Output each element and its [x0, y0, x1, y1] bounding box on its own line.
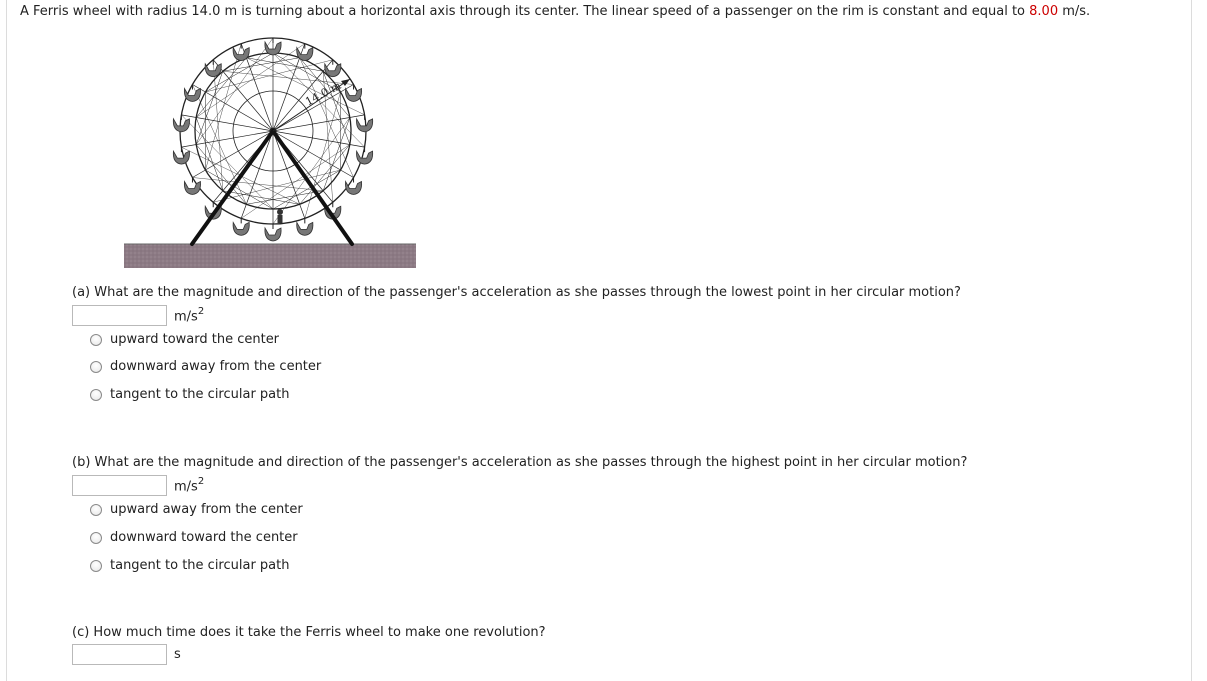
- option-label: upward toward the center: [110, 332, 280, 347]
- part-a-option-1[interactable]: [90, 332, 279, 347]
- part-c-question: (c) How much time does it take the Ferris wheel to make one revolution?: [72, 625, 546, 640]
- part-b-unit: $m/s^2$: [174, 475, 205, 495]
- ferris-wheel-illustration: [122, 32, 422, 272]
- part-b-answer-row: [72, 475, 204, 496]
- part-a-option-2[interactable]: [90, 359, 321, 374]
- part-b: [72, 455, 968, 573]
- intro-text-after: m/s.: [1058, 4, 1091, 19]
- part-c-answer-row: [72, 644, 181, 665]
- radio-button[interactable]: [90, 560, 102, 572]
- option-label: downward away from the center: [110, 359, 322, 374]
- radius-marker: [273, 79, 350, 131]
- radio-button[interactable]: [90, 361, 102, 373]
- radius-label: 14.0 m: [303, 78, 344, 109]
- part-a-unit: $m/s^2$: [174, 305, 205, 325]
- part-a-option-3[interactable]: [90, 387, 290, 402]
- part-a-magnitude-input[interactable]: [72, 305, 167, 326]
- option-label: upward away from the center: [110, 502, 303, 517]
- radio-button[interactable]: [90, 334, 102, 346]
- part-a-answer-row: [72, 305, 204, 326]
- ferris-wheel-figure: [122, 32, 422, 276]
- part-a: [72, 285, 961, 402]
- part-b-option-1[interactable]: [90, 502, 303, 517]
- passenger: [277, 209, 283, 223]
- intro-text-before: A Ferris wheel with radius 14.0 m is turning about a horizontal axis through its center. The linear speed of a passenger on the rim is constant and equal to: [20, 4, 1030, 19]
- part-c: [72, 625, 546, 662]
- ground: [124, 244, 416, 268]
- part-b-option-2[interactable]: [90, 530, 298, 545]
- option-label: downward toward the center: [110, 530, 298, 545]
- radio-button[interactable]: [90, 389, 102, 401]
- radio-button[interactable]: [90, 504, 102, 516]
- radio-button[interactable]: [90, 532, 102, 544]
- part-b-magnitude-input[interactable]: [72, 475, 167, 496]
- option-label: tangent to the circular path: [110, 558, 290, 573]
- part-a-question: (a) What are the magnitude and direction of the passenger's acceleration as she passes through the lowest point in her circular motion?: [72, 285, 961, 300]
- part-c-unit: s: [174, 647, 181, 662]
- speed-value: 8.00: [1029, 4, 1059, 19]
- part-c-time-input[interactable]: [72, 644, 167, 665]
- problem-statement: [20, 4, 1090, 19]
- option-label: tangent to the circular path: [110, 387, 290, 402]
- part-b-question: (b) What are the magnitude and direction of the passenger's acceleration as she passes through the highest point in her circular motion?: [72, 455, 968, 470]
- part-b-option-3[interactable]: [90, 558, 290, 573]
